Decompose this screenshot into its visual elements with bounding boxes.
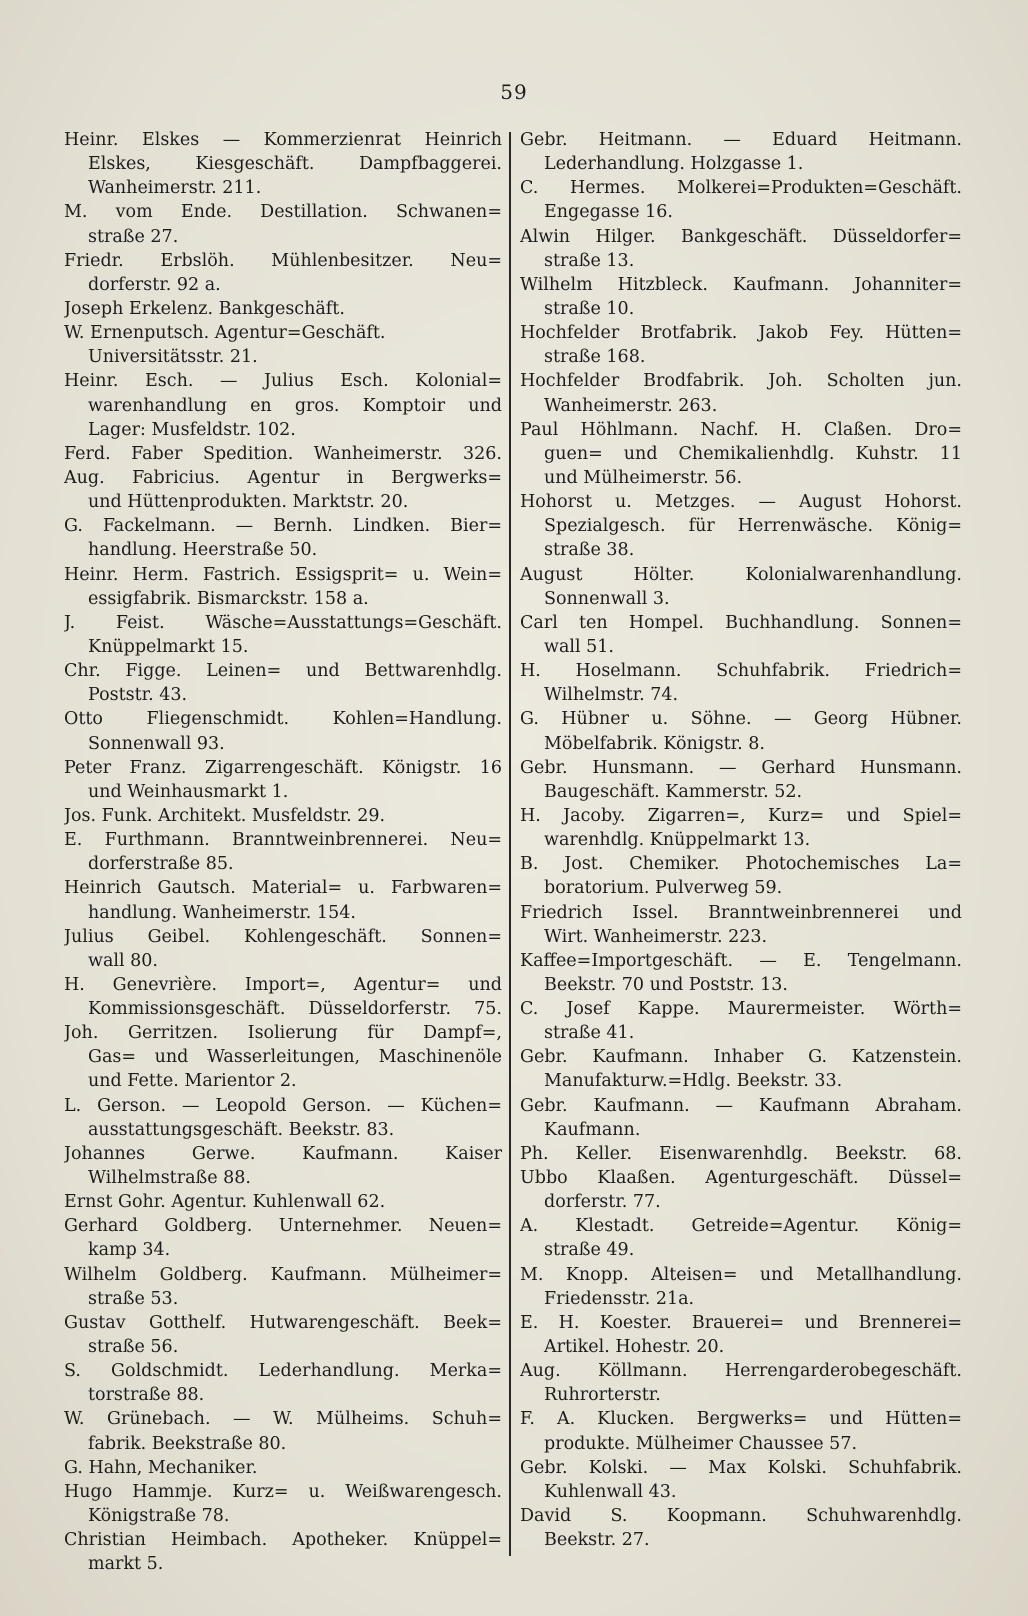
directory-line: straße 168. xyxy=(544,347,646,368)
directory-line: Sonnenwall 3. xyxy=(544,588,670,609)
directory-line: Heinr. Herm. Fastrich. Essigsprit= u. Wein= xyxy=(64,564,502,585)
directory-line: Engegasse 16. xyxy=(544,202,673,223)
directory-line: Gebr. Kaufmann. — Kaufmann Abraham. xyxy=(520,1095,962,1116)
directory-line: Wilhelmstr. 74. xyxy=(544,685,679,706)
directory-line: fabrik. Beekstraße 80. xyxy=(88,1433,287,1454)
directory-line: Ernst Gohr. Agentur. Kuhlenwall 62. xyxy=(64,1192,386,1213)
directory-line: Chr. Figge. Leinen= und Bettwarenhdlg. xyxy=(64,661,502,682)
directory-line: Artikel. Hohestr. 20. xyxy=(544,1337,725,1358)
directory-line: Kommissionsgeschäft. Düsseldorferstr. 75. xyxy=(88,999,502,1020)
directory-line: und Weinhausmarkt 1. xyxy=(88,781,289,802)
directory-line: G. Hübner u. Söhne. — Georg Hübner. xyxy=(520,709,962,730)
directory-line: essigfabrik. Bismarckstr. 158 a. xyxy=(88,588,369,609)
directory-line: warenhdlg. Knüppelmarkt 13. xyxy=(544,830,811,851)
directory-line: Hochfelder Brodfabrik. Joh. Scholten jun. xyxy=(520,371,962,392)
directory-line: Sonnenwall 93. xyxy=(88,733,225,754)
directory-line: straße 41. xyxy=(544,1023,635,1044)
directory-line: Königstraße 78. xyxy=(88,1506,230,1527)
directory-line: Beekstr. 27. xyxy=(544,1530,650,1551)
directory-line: Heinr. Esch. — Julius Esch. Kolonial= xyxy=(64,371,502,392)
directory-line: Ferd. Faber Spedition. Wanheimerstr. 326. xyxy=(64,443,502,464)
directory-line: H. Hoselmann. Schuhfabrik. Friedrich= xyxy=(520,661,962,682)
directory-line: H. Jacoby. Zigarren=, Kurz= und Spiel= xyxy=(520,805,962,826)
directory-line: und Mülheimerstr. 56. xyxy=(544,467,743,488)
directory-line: L. Gerson. — Leopold Gerson. — Küchen= xyxy=(64,1095,502,1116)
directory-line: dorferstr. 92 a. xyxy=(88,274,221,295)
column-divider xyxy=(509,132,511,1556)
directory-line: boratorium. Pulverweg 59. xyxy=(544,878,783,899)
directory-line: Carl ten Hompel. Buchhandlung. Sonnen= xyxy=(520,612,962,633)
directory-line: W. Grünebach. — W. Mülheims. Schuh= xyxy=(64,1409,502,1430)
directory-line: C. Josef Kappe. Maurermeister. Wörth= xyxy=(520,999,962,1020)
directory-line: Kaffee=Importgeschäft. — E. Tengelmann. xyxy=(520,950,962,971)
directory-line: Universitätsstr. 21. xyxy=(88,347,258,368)
directory-line: straße 13. xyxy=(544,250,635,271)
directory-line: C. Hermes. Molkerei=Produkten=Geschäft. xyxy=(520,178,962,199)
directory-line: Möbelfabrik. Königstr. 8. xyxy=(544,733,765,754)
directory-line: Gas= und Wasserleitungen, Maschinenöle xyxy=(88,1047,502,1068)
directory-line: H. Genevrière. Import=, Agentur= und xyxy=(64,974,502,995)
directory-line: Ruhrorterstr. xyxy=(544,1385,661,1406)
directory-line: Spezialgesch. für Herrenwäsche. König= xyxy=(544,516,962,537)
right-column xyxy=(520,128,962,1552)
directory-line: Julius Geibel. Kohlengeschäft. Sonnen= xyxy=(64,926,502,947)
directory-line: B. Jost. Chemiker. Photochemisches La= xyxy=(520,854,962,875)
directory-line: wall 80. xyxy=(88,950,158,971)
directory-line: Baugeschäft. Kammerstr. 52. xyxy=(544,781,803,802)
directory-line: straße 27. xyxy=(88,226,179,247)
directory-line: straße 10. xyxy=(544,298,635,319)
directory-line: Gebr. Heitmann. — Eduard Heitmann. xyxy=(520,130,962,150)
directory-line: Gebr. Kolski. — Max Kolski. Schuhfabrik. xyxy=(520,1457,962,1478)
directory-line: Friedrich Issel. Branntweinbrennerei und xyxy=(520,902,962,923)
directory-line: wall 51. xyxy=(544,636,614,657)
directory-line: handlung. Heerstraße 50. xyxy=(88,540,318,561)
directory-line: kamp 34. xyxy=(88,1240,171,1261)
directory-line: Wanheimerstr. 211. xyxy=(88,178,262,199)
directory-line: ausstattungsgeschäft. Beekstr. 83. xyxy=(88,1119,395,1140)
directory-line: guen= und Chemikalienhdlg. Kuhstr. 11 xyxy=(544,443,962,464)
directory-line: Gebr. Hunsmann. — Gerhard Hunsmann. xyxy=(520,757,962,778)
directory-line: Wilhelm Goldberg. Kaufmann. Mülheimer= xyxy=(64,1264,502,1285)
directory-line: Beekstr. 70 und Poststr. 13. xyxy=(544,974,788,995)
directory-line: G. Fackelmann. — Bernh. Lindken. Bier= xyxy=(64,516,502,537)
directory-line: Wilhelmstraße 88. xyxy=(88,1168,251,1189)
directory-line: und Hüttenprodukten. Marktstr. 20. xyxy=(88,492,409,513)
directory-line: Kaufmann. xyxy=(544,1119,641,1140)
directory-line: Aug. Fabricius. Agentur in Bergwerks= xyxy=(64,467,502,488)
directory-line: Joseph Erkelenz. Bankgeschäft. xyxy=(64,298,345,319)
directory-line: Friedensstr. 21a. xyxy=(544,1288,695,1309)
directory-line: G. Hahn, Mechaniker. xyxy=(64,1457,258,1478)
directory-line: Hochfelder Brotfabrik. Jakob Fey. Hütten= xyxy=(520,323,962,344)
directory-line: straße 38. xyxy=(544,540,635,561)
directory-line: A. Klestadt. Getreide=Agentur. König= xyxy=(520,1216,962,1237)
directory-line: Christian Heimbach. Apotheker. Knüppel= xyxy=(64,1530,502,1551)
directory-line: Lager: Musfeldstr. 102. xyxy=(88,419,296,440)
directory-line: Aug. Köllmann. Herrengarderobegeschäft. xyxy=(520,1361,962,1382)
directory-line: und Fette. Marientor 2. xyxy=(88,1071,297,1092)
directory-line: Manufakturw.=Hdlg. Beekstr. 33. xyxy=(544,1071,843,1092)
directory-line: Gebr. Kaufmann. Inhaber G. Katzenstein. xyxy=(520,1047,962,1068)
directory-line: Poststr. 43. xyxy=(88,685,188,706)
directory-line: Johannes Gerwe. Kaufmann. Kaiser xyxy=(64,1143,502,1164)
directory-line: Hugo Hammje. Kurz= u. Weißwarengesch. xyxy=(64,1481,502,1502)
directory-line: Gustav Gotthelf. Hutwarengeschäft. Beek= xyxy=(64,1312,502,1333)
directory-line: Wanheimerstr. 263. xyxy=(544,395,718,416)
directory-line: Joh. Gerritzen. Isolierung für Dampf=, xyxy=(64,1023,502,1044)
directory-line: E. Furthmann. Branntweinbrennerei. Neu= xyxy=(64,830,502,851)
directory-line: Elskes, Kiesgeschäft. Dampfbaggerei. xyxy=(88,154,502,175)
directory-line: straße 56. xyxy=(88,1337,179,1358)
directory-line: M. Knopp. Alteisen= und Metallhandlung. xyxy=(520,1264,962,1285)
directory-line: W. Ernenputsch. Agentur=Geschäft. xyxy=(64,323,386,344)
directory-line: straße 53. xyxy=(88,1288,179,1309)
directory-line: F. A. Klucken. Bergwerks= und Hütten= xyxy=(520,1409,962,1430)
directory-line: J. Feist. Wäsche=Ausstattungs=Geschäft. xyxy=(64,612,502,633)
directory-line: Lederhandlung. Holzgasse 1. xyxy=(544,154,804,175)
directory-line: Friedr. Erbslöh. Mühlenbesitzer. Neu= xyxy=(64,250,502,271)
directory-line: Heinr. Elskes — Kommerzienrat Heinrich xyxy=(64,130,502,150)
directory-line: torstraße 88. xyxy=(88,1385,205,1406)
directory-line: Paul Höhlmann. Nachf. H. Claßen. Dro= xyxy=(520,419,962,440)
directory-line: dorferstr. 77. xyxy=(544,1192,661,1213)
directory-line: August Hölter. Kolonialwarenhandlung. xyxy=(520,564,962,585)
directory-line: Alwin Hilger. Bankgeschäft. Düsseldorfer= xyxy=(520,226,962,247)
left-column xyxy=(64,128,502,1576)
directory-line: Ph. Keller. Eisenwarenhdlg. Beekstr. 68. xyxy=(520,1143,962,1164)
directory-line: markt 5. xyxy=(88,1554,164,1575)
page-number: 59 xyxy=(500,80,528,104)
directory-line: Kuhlenwall 43. xyxy=(544,1481,677,1502)
directory-line: M. vom Ende. Destillation. Schwanen= xyxy=(64,202,502,223)
directory-line: David S. Koopmann. Schuhwarenhdlg. xyxy=(520,1506,962,1527)
directory-line: S. Goldschmidt. Lederhandlung. Merka= xyxy=(64,1361,502,1382)
directory-line: Knüppelmarkt 15. xyxy=(88,636,249,657)
directory-line: handlung. Wanheimerstr. 154. xyxy=(88,902,356,923)
directory-line: Wilhelm Hitzbleck. Kaufmann. Johanniter= xyxy=(520,274,962,295)
directory-line: E. H. Koester. Brauerei= und Brennerei= xyxy=(520,1312,962,1333)
directory-line: Gerhard Goldberg. Unternehmer. Neuen= xyxy=(64,1216,502,1237)
directory-line: Heinrich Gautsch. Material= u. Farbwaren= xyxy=(64,878,502,899)
directory-line: dorferstraße 85. xyxy=(88,854,234,875)
directory-line: warenhandlung en gros. Komptoir und xyxy=(88,395,502,416)
directory-line: Peter Franz. Zigarrengeschäft. Königstr. 16 xyxy=(64,757,502,778)
directory-line: Ubbo Klaaßen. Agenturgeschäft. Düssel= xyxy=(520,1168,962,1189)
directory-line: Wirt. Wanheimerstr. 223. xyxy=(544,926,768,947)
directory-line: Otto Fliegenschmidt. Kohlen=Handlung. xyxy=(64,709,502,730)
directory-line: Jos. Funk. Architekt. Musfeldstr. 29. xyxy=(64,805,386,826)
directory-line: straße 49. xyxy=(544,1240,635,1261)
directory-line: Hohorst u. Metzges. — August Hohorst. xyxy=(520,492,962,513)
directory-line: produkte. Mülheimer Chaussee 57. xyxy=(544,1433,858,1454)
